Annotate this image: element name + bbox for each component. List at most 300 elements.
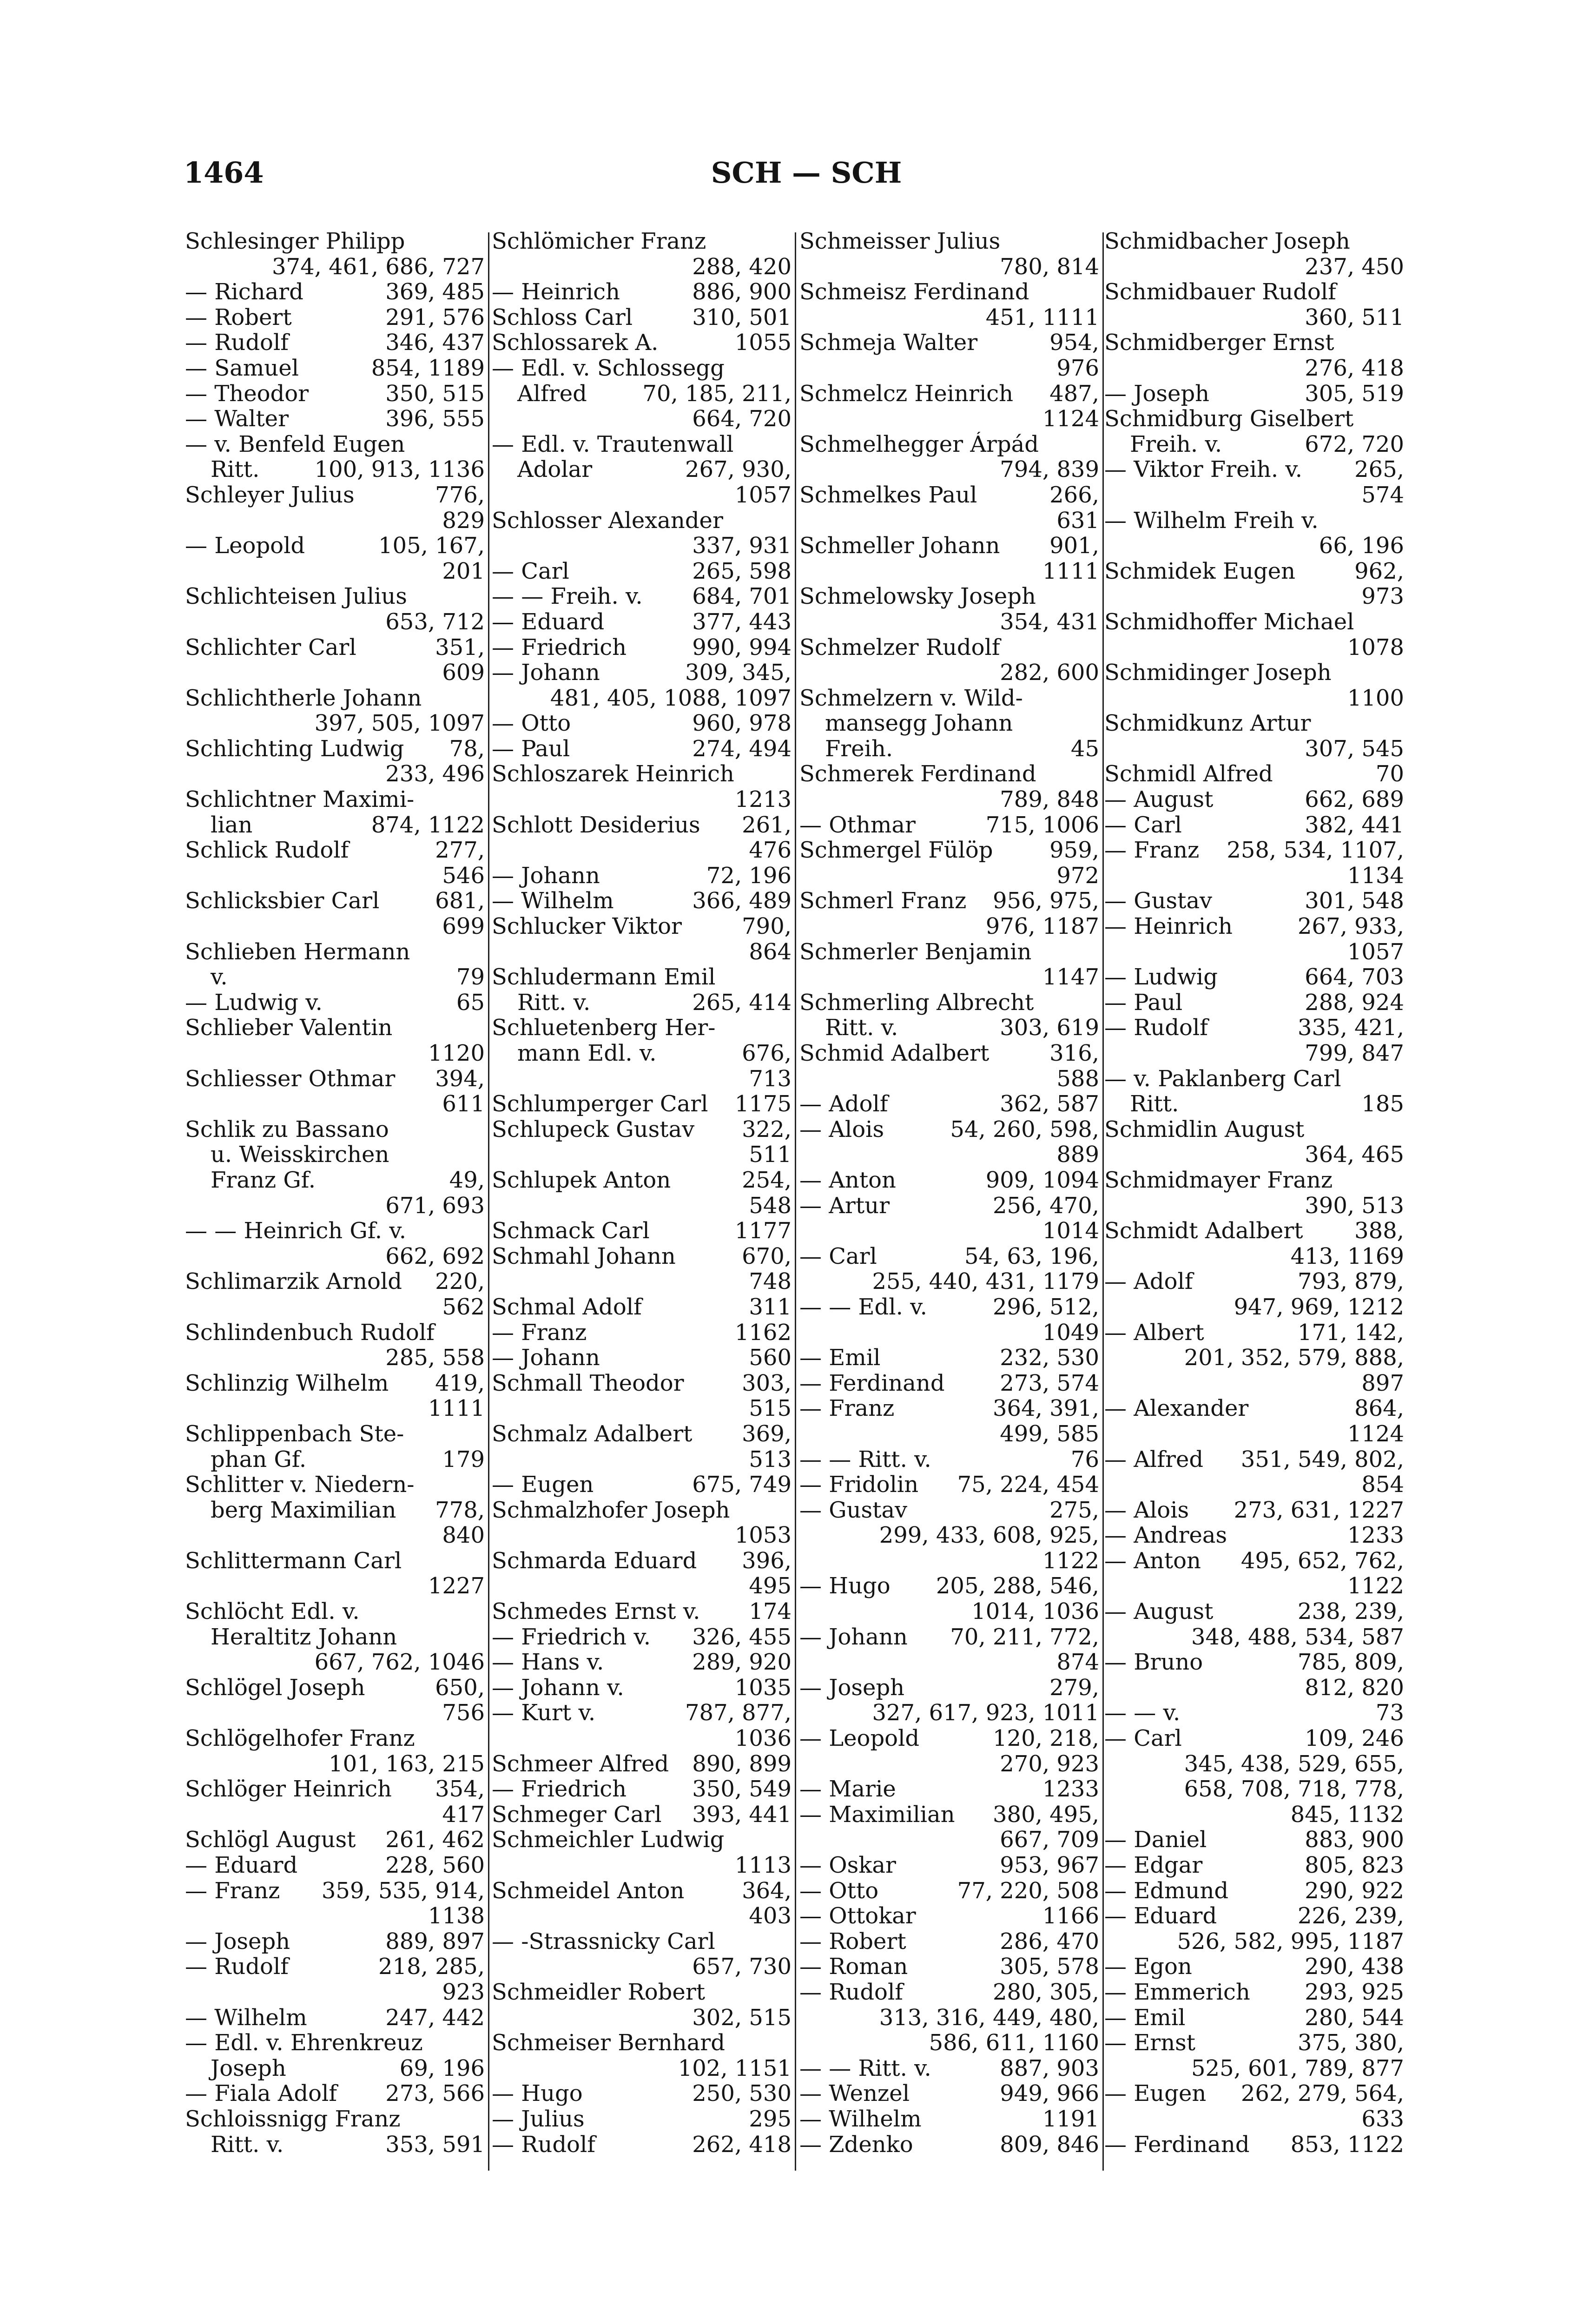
entry-page-refs [480, 1472, 485, 1498]
entry-page-refs [1095, 990, 1099, 1016]
entry-name: Schmidhoffer Michael [1104, 609, 1354, 635]
entry-name: — Ferdinand [799, 1370, 945, 1396]
entry-page-refs: 256, 470, [992, 1193, 1099, 1219]
entry-page-refs: 265, 598 [692, 558, 792, 584]
entry-name: Schmelzern v. Wild- [799, 685, 1023, 711]
entry-page-refs [787, 356, 792, 381]
entry-page-refs: 662, 689 [1305, 787, 1404, 812]
entry-name: Schlieber Valentin [185, 1015, 393, 1041]
entry-continuation [492, 686, 792, 711]
entry-name: — Eduard [492, 609, 605, 635]
entry-name: — Rudolf [1104, 1015, 1208, 1041]
entry-name: 586, 611, 1160 [929, 2030, 1099, 2056]
entry-continuation [799, 1700, 1099, 1726]
entry-name: — Edl. v. Trautenwall [492, 431, 734, 457]
index-entry [492, 2030, 792, 2056]
entry-name: 1057 [1347, 939, 1404, 965]
index-entry [185, 457, 485, 482]
index-entry [492, 559, 792, 584]
entry-name: — Oskar [799, 1853, 896, 1878]
entry-continuation [185, 508, 485, 534]
entry-name: Schmall Theodor [492, 1370, 684, 1396]
index-entry [185, 1421, 485, 1447]
entry-page-refs: 889, 897 [385, 1928, 485, 1954]
entry-name: 360, 511 [1305, 304, 1404, 330]
index-entry [1104, 1700, 1404, 1726]
index-entry [185, 381, 485, 407]
entry-name: — Anton [799, 1167, 896, 1193]
entry-name: 101, 163, 215 [329, 1751, 485, 1777]
entry-page-refs: 487, [1049, 381, 1099, 407]
entry-page-refs: 793, 879, [1297, 1269, 1404, 1294]
entry-continuation [492, 1269, 792, 1294]
entry-name: phan Gf. [211, 1446, 307, 1472]
index-entry [1104, 1650, 1404, 1675]
entry-name: 345, 438, 529, 655, [1184, 1751, 1404, 1777]
index-entry [799, 1345, 1099, 1371]
entry-page-refs: 70, 211, 772, [950, 1624, 1099, 1650]
entry-name: — Edl. v. Ehrenkreuz [185, 2030, 423, 2056]
entry-name: 889 [1056, 1142, 1099, 1168]
entry-name: u. Weisskirchen [211, 1142, 389, 1168]
entry-page-refs: 1233 [1042, 1776, 1099, 1802]
entry-page-refs: 179 [442, 1446, 485, 1472]
entry-name: — Viktor Freih. v. [1104, 457, 1303, 482]
entry-page-refs [480, 1548, 485, 1574]
entry-name: — Albert [1104, 1320, 1204, 1346]
entry-name: 299, 433, 608, 925, [879, 1523, 1099, 1548]
entry-name: — Joseph [185, 1928, 290, 1954]
index-entry [492, 229, 792, 254]
entry-name: — Emmerich [1104, 1979, 1250, 2005]
index-entry [492, 1320, 792, 1346]
entry-name: — — Ritt. v. [799, 2055, 931, 2081]
entry-name: — Othmar [799, 812, 916, 838]
index-entry [185, 406, 485, 432]
index-entry [492, 1980, 792, 2005]
entry-name: Schlik zu Bassano [185, 1116, 389, 1142]
entry-page-refs: 262, 418 [692, 2132, 792, 2158]
index-entry [492, 1548, 792, 1574]
entry-name: 897 [1361, 1370, 1404, 1396]
entry-page-refs: 351, [435, 634, 485, 660]
entry-name: 285, 558 [385, 1345, 485, 1371]
entry-name: — Roman [799, 1954, 908, 1980]
entry-page-refs: 54, 260, 598, [950, 1116, 1099, 1142]
entry-page-refs: 790, [742, 914, 792, 939]
entry-name: Schlosser Alexander [492, 508, 723, 534]
index-entry [1104, 1523, 1404, 1548]
entry-name: — Marie [799, 1776, 896, 1802]
entry-page-refs: 279, [1049, 1675, 1099, 1701]
entry-page-refs: 664, 703 [1305, 964, 1404, 990]
index-entry [799, 1244, 1099, 1269]
entry-name: — Hans v. [492, 1650, 604, 1675]
entry-name: Schluetenberg Her- [492, 1015, 716, 1041]
entry-name: Schmelhegger Árpád [799, 431, 1039, 457]
entry-name: 1014 [1042, 1218, 1099, 1244]
entry-page-refs [480, 1117, 485, 1142]
entry-name: 1113 [734, 1853, 792, 1878]
entry-continuation [1104, 1142, 1404, 1168]
index-entry [799, 1472, 1099, 1498]
entry-continuation [185, 1041, 485, 1066]
entry-page-refs: 250, 530 [692, 2081, 792, 2106]
entry-name: — Fridolin [799, 1472, 919, 1498]
entry-page-refs [787, 229, 792, 254]
index-entry [185, 1954, 485, 1980]
entry-name: Schmedes Ernst v. [492, 1599, 700, 1624]
index-entry [492, 457, 792, 482]
index-entry [1104, 1726, 1404, 1751]
entry-page-refs [1095, 711, 1099, 736]
entry-page-refs: 394, [435, 1066, 485, 1092]
entry-page-refs [1399, 508, 1404, 534]
index-entry [799, 990, 1099, 1016]
index-entry [1104, 1878, 1404, 1904]
entry-name: 276, 418 [1305, 355, 1404, 381]
entry-page-refs [480, 1320, 485, 1346]
entry-name: Schmelowsky Joseph [799, 584, 1036, 609]
entry-name: 102, 1151 [678, 2055, 792, 2081]
entry-name: — Paul [492, 736, 570, 762]
entry-name: — — v. [1104, 1700, 1181, 1726]
entry-page-refs: 228, 560 [385, 1853, 485, 1878]
entry-page-refs: 232, 530 [1000, 1345, 1099, 1371]
entry-page-refs: 69, 196 [399, 2055, 485, 2081]
entry-page-refs: 288, 924 [1305, 990, 1404, 1016]
entry-page-refs: 675, 749 [692, 1472, 792, 1498]
entry-name: — Alfred [1104, 1446, 1204, 1472]
entry-page-refs: 364, [742, 1878, 792, 1904]
index-entry [492, 964, 792, 990]
entry-continuation [799, 1523, 1099, 1548]
entry-page-refs: 1233 [1347, 1523, 1404, 1548]
entry-page-refs: 364, 391, [992, 1396, 1099, 1421]
entry-continuation [492, 482, 792, 508]
index-entry [799, 1624, 1099, 1650]
entry-continuation [492, 1954, 792, 1980]
index-entry [185, 1878, 485, 1904]
entry-page-refs: 79 [456, 964, 485, 990]
index-entry [1104, 812, 1404, 838]
entry-name: — Leopold [185, 533, 305, 559]
entry-name: 270, 923 [1000, 1751, 1099, 1777]
entry-name: — Fiala Adolf [185, 2081, 337, 2106]
entry-name: 413, 1169 [1290, 1243, 1404, 1269]
entry-name: — Robert [799, 1928, 906, 1954]
index-entry [1104, 2005, 1404, 2031]
index-entry [1104, 914, 1404, 939]
entry-continuation [799, 1650, 1099, 1675]
entry-name: Schmalz Adalbert [492, 1421, 693, 1447]
entry-continuation [799, 609, 1099, 635]
entry-name: 374, 461, 686, 727 [271, 254, 485, 280]
entry-name: Freih. v. [1130, 431, 1222, 457]
index-entry [799, 482, 1099, 508]
index-entry [799, 1447, 1099, 1472]
entry-page-refs: 785, 809, [1297, 1650, 1404, 1675]
entry-name: 829 [442, 508, 485, 534]
entry-continuation [1104, 1776, 1404, 1802]
entry-page-refs [480, 1599, 485, 1624]
entry-name: Schmal Adolf [492, 1294, 642, 1320]
entry-name: 1122 [1042, 1548, 1099, 1574]
entry-name: — Friedrich v. [492, 1624, 651, 1650]
entry-name: 794, 839 [1000, 457, 1099, 482]
entry-page-refs: 296, 512, [992, 1294, 1099, 1320]
entry-continuation [1104, 1421, 1404, 1447]
entry-name: — Franz [799, 1396, 895, 1421]
index-entry [799, 1903, 1099, 1929]
entry-continuation [492, 787, 792, 812]
entry-continuation [492, 1396, 792, 1421]
entry-page-refs: 273, 574 [1000, 1370, 1099, 1396]
entry-name: Heraltitz Johann [211, 1624, 397, 1650]
entry-page-refs [1399, 1168, 1404, 1193]
entry-name: Schmeisser Julius [799, 229, 1001, 254]
index-entry [185, 812, 485, 838]
index-entry [492, 432, 792, 457]
index-entry [1104, 1980, 1404, 2005]
entry-name: — Maximilian [799, 1802, 955, 1828]
entry-page-refs: 684, 701 [692, 584, 792, 609]
entry-name: — August [1104, 1599, 1214, 1624]
index-entry [799, 888, 1099, 914]
entry-page-refs: 778, [435, 1497, 485, 1523]
entry-name: Schmid Adalbert [799, 1041, 989, 1066]
entry-name: Schloszarek Heinrich [492, 761, 734, 787]
index-entry [185, 584, 485, 609]
entry-name: 574 [1361, 482, 1404, 508]
index-entry [1104, 1903, 1404, 1929]
entry-name: 864 [749, 939, 792, 965]
index-entry [492, 914, 792, 939]
entry-continuation [185, 1700, 485, 1726]
index-entry [799, 1776, 1099, 1802]
entry-name: — Richard [185, 279, 303, 305]
entry-name: 812, 820 [1305, 1675, 1404, 1701]
index-entry [799, 1371, 1099, 1396]
entry-continuation [1104, 356, 1404, 381]
index-entry [799, 1726, 1099, 1751]
entry-page-refs [480, 1015, 485, 1041]
entry-name: Schmeller Johann [799, 533, 1000, 559]
entry-name: — -Strassnicky Carl [492, 1928, 715, 1954]
index-entry [492, 1650, 792, 1675]
index-entry [799, 1041, 1099, 1066]
entry-page-refs [1095, 686, 1099, 711]
entry-page-refs [787, 1498, 792, 1523]
entry-page-refs: 266, [1049, 482, 1099, 508]
entry-page-refs: 280, 544 [1305, 2005, 1404, 2031]
entry-name: — Rudolf [185, 1954, 289, 1980]
index-entry [492, 1802, 792, 1828]
index-entry [799, 1878, 1099, 1904]
index-entry [492, 812, 792, 838]
index-entry [799, 2081, 1099, 2106]
entry-name: — Ludwig [1104, 964, 1218, 990]
index-entry [799, 711, 1099, 736]
entry-page-refs: 105, 167, [378, 533, 485, 559]
entry-name: Schmeja Walter [799, 330, 978, 356]
index-entry [492, 1117, 792, 1142]
entry-page-refs: 672, 720 [1305, 431, 1404, 457]
entry-page-refs [480, 1218, 485, 1244]
entry-name: 1147 [1042, 964, 1099, 990]
index-entry [799, 1193, 1099, 1219]
index-entry [799, 686, 1099, 711]
index-entry [492, 1498, 792, 1523]
entry-page-refs: 901, [1049, 533, 1099, 559]
entry-page-refs: 393, 441 [692, 1802, 792, 1828]
entry-name: — Eugen [492, 1472, 594, 1498]
entry-name: — — Heinrich Gf. v. [185, 1218, 406, 1244]
entry-continuation [492, 533, 792, 559]
index-entry [185, 1472, 485, 1498]
entry-page-refs: 311 [749, 1294, 792, 1320]
index-entry [1104, 1269, 1404, 1294]
entry-name: Ritt. v. [517, 990, 591, 1016]
index-entry [185, 482, 485, 508]
entry-name: 699 [442, 914, 485, 939]
entry-name: 609 [442, 660, 485, 686]
entry-page-refs: 1035 [734, 1675, 792, 1701]
entry-continuation [799, 1218, 1099, 1244]
entry-page-refs: 956, 975, [992, 888, 1099, 914]
index-entry [185, 1218, 485, 1244]
index-column-2 [492, 229, 792, 2172]
entry-name: 307, 545 [1305, 736, 1404, 762]
entry-page-refs: 290, 438 [1305, 1954, 1404, 1980]
entry-page-refs: 495, 652, 762, [1240, 1548, 1404, 1574]
entry-name: Schlichter Carl [185, 634, 356, 660]
entry-name: 255, 440, 431, 1179 [872, 1269, 1099, 1294]
index-columns [185, 229, 1435, 2181]
running-head: SCH — SCH [711, 156, 902, 190]
index-entry [799, 838, 1099, 863]
entry-continuation [185, 1396, 485, 1421]
entry-name: Franz Gf. [211, 1167, 316, 1193]
entry-name: — Ferdinand [1104, 2132, 1250, 2158]
entry-name: 511 [749, 1142, 792, 1168]
entry-continuation [1104, 2106, 1404, 2132]
entry-page-refs: 305, 578 [1000, 1954, 1099, 1980]
entry-name: 1134 [1347, 863, 1404, 889]
entry-page-refs: 273, 631, 1227 [1234, 1497, 1404, 1523]
entry-name: Schmerl Franz [799, 888, 967, 914]
entry-continuation [799, 1548, 1099, 1574]
index-entry [1104, 1015, 1404, 1041]
index-entry [185, 990, 485, 1016]
index-entry [185, 1269, 485, 1294]
index-entry [185, 1015, 485, 1041]
index-entry [492, 305, 792, 330]
entry-name: Ritt. v. [825, 1015, 898, 1041]
entry-name: — Bruno [1104, 1650, 1203, 1675]
index-entry [492, 1700, 792, 1726]
index-entry [492, 990, 792, 1016]
entry-continuation [799, 914, 1099, 939]
entry-name: Schloissnigg Franz [185, 2106, 401, 2132]
entry-page-refs: 959, [1049, 838, 1099, 863]
entry-name: Schmeidler Robert [492, 1979, 706, 2005]
entry-name: 631 [1056, 508, 1099, 534]
index-entry [799, 635, 1099, 660]
entry-page-refs: 258, 534, 1107, [1227, 838, 1404, 863]
entry-name: 417 [442, 1802, 485, 1828]
entry-continuation [492, 2005, 792, 2031]
entry-name: Schleyer Julius [185, 482, 355, 508]
index-entry [1104, 838, 1404, 863]
index-entry [492, 1168, 792, 1193]
entry-continuation [1104, 1472, 1404, 1498]
entry-page-refs: 954, [1049, 330, 1099, 356]
entry-continuation [492, 838, 792, 863]
entry-page-refs: 960, 978 [692, 711, 792, 736]
index-entry [1104, 990, 1404, 1016]
entry-page-refs: 369, [742, 1421, 792, 1447]
index-entry [799, 761, 1099, 787]
entry-page-refs [480, 686, 485, 711]
entry-continuation [799, 305, 1099, 330]
entry-name: Schmerek Ferdinand [799, 761, 1036, 787]
entry-name: Schlossarek A. [492, 330, 659, 356]
entry-name: 588 [1056, 1066, 1099, 1092]
entry-page-refs: 275, [1049, 1497, 1099, 1523]
index-entry [185, 736, 485, 762]
index-column-1 [185, 229, 485, 2172]
index-entry [492, 888, 792, 914]
index-entry [492, 2106, 792, 2132]
index-entry [185, 305, 485, 330]
entry-name: — Kurt v. [492, 1700, 596, 1726]
entry-name: — Carl [492, 558, 569, 584]
index-entry [492, 609, 792, 635]
entry-name: 237, 450 [1305, 254, 1404, 280]
entry-name: — — Freih. v. [492, 584, 643, 609]
entry-page-refs [787, 508, 792, 534]
entry-name: — Edgar [1104, 1853, 1203, 1878]
entry-name: — Johann v. [492, 1675, 624, 1701]
entry-name: — Wenzel [799, 2081, 910, 2106]
page-header [184, 156, 1429, 198]
index-column-4 [1104, 229, 1404, 2172]
entry-name: 1138 [428, 1903, 485, 1929]
entry-page-refs: 350, 515 [385, 381, 485, 407]
entry-name: Schlitter v. Niedern- [185, 1472, 415, 1498]
entry-name: — Julius [492, 2106, 585, 2132]
entry-name: 481, 405, 1088, 1097 [550, 685, 792, 711]
entry-name: Schmalzhofer Joseph [492, 1497, 730, 1523]
entry-name: Schmeiser Bernhard [492, 2030, 725, 2056]
index-entry [799, 1573, 1099, 1599]
index-entry [799, 1675, 1099, 1701]
entry-name: Schmerling Albrecht [799, 990, 1034, 1016]
entry-continuation [799, 406, 1099, 432]
entry-continuation [1104, 1193, 1404, 1219]
index-entry [1104, 330, 1404, 356]
index-entry [492, 863, 792, 889]
entry-name: 313, 316, 449, 480, [879, 2005, 1099, 2031]
index-entry [1104, 432, 1404, 457]
entry-name: Ritt. [1130, 1091, 1179, 1117]
entry-continuation [799, 457, 1099, 482]
entry-name: Schlucker Viktor [492, 914, 682, 939]
index-entry [1104, 761, 1404, 787]
entry-page-refs: 560 [749, 1345, 792, 1371]
entry-name: 499, 585 [1000, 1421, 1099, 1447]
